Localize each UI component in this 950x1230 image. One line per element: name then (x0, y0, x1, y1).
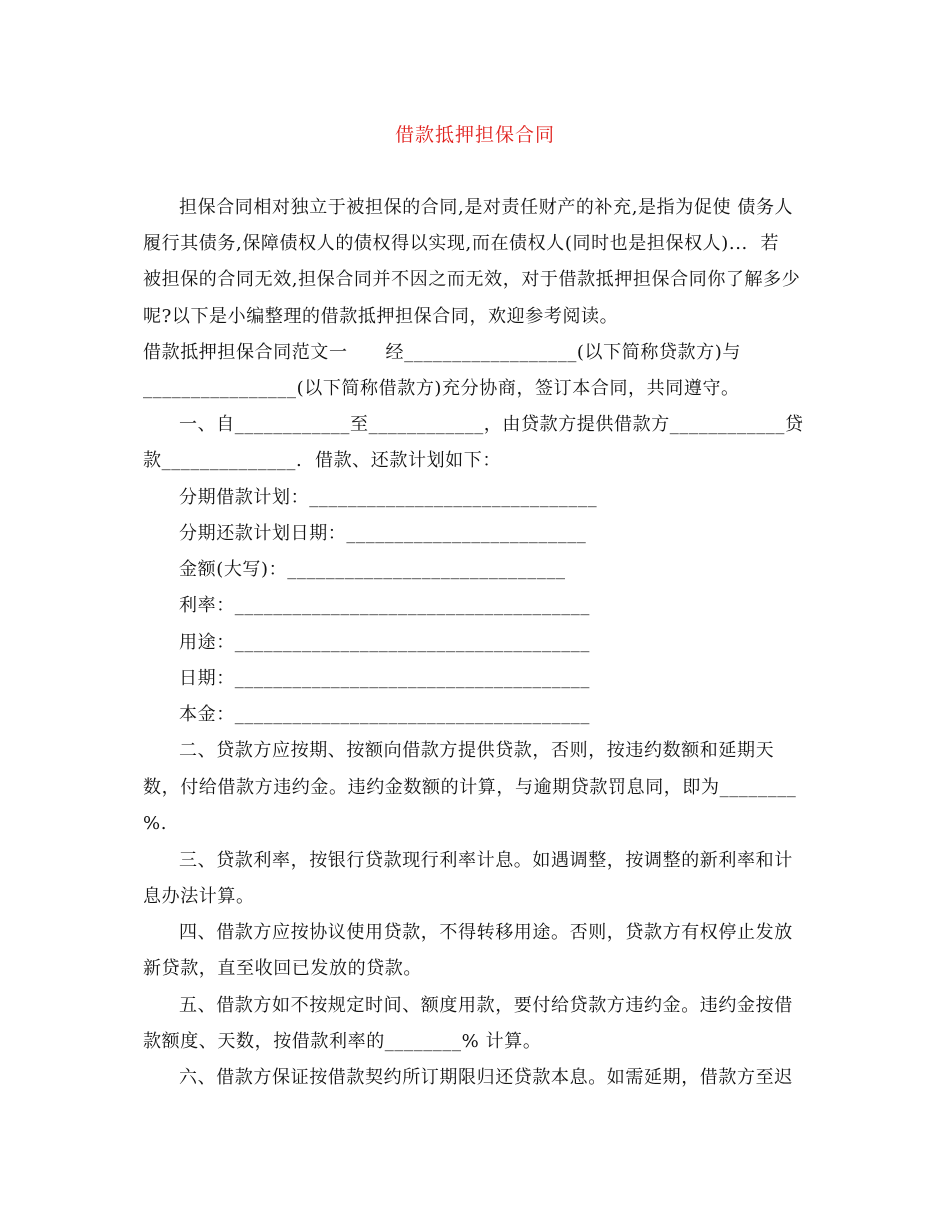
field-principal: 本金：_____________________________________ (179, 704, 590, 725)
clause-4-line-2: 新贷款，直至收回已发放的贷款。 (143, 958, 422, 979)
clause-5-line-1: 五、借款方如不按规定时间、额度用款，要付给贷款方违约金。违约金按借 (179, 995, 793, 1016)
clause-3-line-2: 息办法计算。 (143, 886, 255, 907)
intro-line-1: 担保合同相对独立于被担保的合同,是对责任财产的补充,是指为促使 债务人 (179, 197, 794, 218)
parties-line: ________________(以下简称借款方)充分协商，签订本合同，共同遵守。 (143, 378, 740, 399)
intro-line-3: 被担保的合同无效,担保合同并不因之而无效，对于借款抵押担保合同你了解多少 (143, 269, 801, 290)
sample-heading-line: 借款抵押担保合同范文一 经__________________(以下简称贷款方)与 (143, 342, 741, 363)
clause-1-line-2: 款______________. 借款、还款计划如下： (143, 450, 501, 471)
clause-2-line-3: %. (143, 813, 168, 834)
intro-line-4: 呢?以下是小编整理的借款抵押担保合同，欢迎参考阅读。 (143, 306, 619, 327)
field-amount-uppercase: 金额(大写)：_____________________________ (179, 559, 566, 580)
field-interest-rate: 利率：_____________________________________ (179, 595, 590, 616)
field-repayment-date: 分期还款计划日期：_________________________ (179, 523, 587, 544)
clause-2-line-2: 数，付给借款方违约金。违约金数额的计算，与逾期贷款罚息同，即为________ (143, 777, 797, 798)
clause-2-line-1: 二、贷款方应按期、按额向借款方提供贷款，否则，按违约数额和延期天 (179, 740, 775, 761)
clause-5-line-2: 款额度、天数，按借款利率的________% 计算。 (143, 1031, 542, 1052)
field-installment-loan-plan: 分期借款计划：______________________________ (179, 487, 598, 508)
clause-1-line-1: 一、自____________至____________，由贷款方提供借款方____________贷 (179, 414, 804, 435)
clause-4-line-1: 四、借款方应按协议使用贷款，不得转移用途。否则，贷款方有权停止发放 (179, 922, 793, 943)
field-date: 日期：_____________________________________ (179, 668, 590, 689)
document-title: 借款抵押担保合同 (394, 124, 555, 146)
field-purpose: 用途：_____________________________________ (179, 632, 590, 653)
clause-3-line-1: 三、贷款利率，按银行贷款现行利率计息。如遇调整，按调整的新利率和计 (179, 850, 793, 871)
clause-6-line-1: 六、借款方保证按借款契约所订期限归还贷款本息。如需延期，借款方至迟 (179, 1067, 793, 1088)
intro-line-2: 履行其债务,保障债权人的债权得以实现,而在债权人(同时也是担保权人)... 若 (143, 233, 780, 254)
